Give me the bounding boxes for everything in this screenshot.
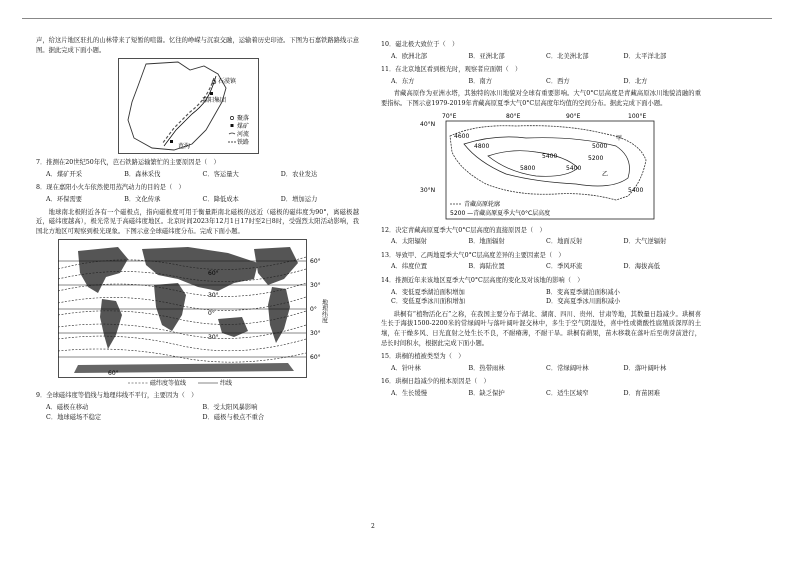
question-11: 11．在北京地区看到极光时，观察者应面朝（ ） bbox=[381, 66, 522, 74]
svg-text:5400: 5400 bbox=[566, 164, 582, 172]
question-16-options: A．生长缓慢 B．缺乏保护 C．适生区域窄 D．育苗困难 bbox=[391, 389, 661, 397]
svg-text:5800: 5800 bbox=[520, 164, 536, 172]
svg-text:80°E: 80°E bbox=[506, 112, 521, 120]
svg-text:4600: 4600 bbox=[454, 132, 470, 140]
svg-text:60°: 60° bbox=[207, 270, 219, 278]
svg-text:0°: 0° bbox=[309, 306, 317, 314]
question-15-options: A．针叶林 B．热带雨林 C．常绿阔叶林 D．落叶阔叶林 bbox=[391, 364, 667, 372]
question-13-options: A．纬度位置 B．海陆位置 C．季风环流 D．海拔高低 bbox=[391, 263, 661, 271]
point-yi: 乙 bbox=[602, 170, 609, 178]
svg-text:4800: 4800 bbox=[474, 142, 490, 150]
svg-text:60°: 60° bbox=[309, 354, 321, 362]
svg-text:河流: 河流 bbox=[236, 131, 249, 139]
svg-text:40°N: 40°N bbox=[420, 120, 436, 128]
plateau-map bbox=[416, 112, 666, 222]
page-number: 2 bbox=[371, 523, 375, 530]
question-14-options: A．变低夏季湖泊面积增加 B．变高夏季湖泊面积减小 C．变低夏季冰川面积增加 D．变高夏季冰川面积减小 bbox=[391, 288, 621, 306]
svg-text:30°: 30° bbox=[309, 282, 321, 290]
svg-text:100°E: 100°E bbox=[628, 112, 647, 120]
question-16: 16．珙桐日趋减少的根本原因是（ ） bbox=[381, 378, 490, 386]
plateau-passage: 青藏高原作为亚洲水塔，其独特的冰川地貌对全球有重要影响。大气0°C层高度是青藏高原冰川地貌消融的重要指标。下图示意1979-2019年青藏高原夏季大气0°C层高度年均值的空间分布。据此完成下面小题。 bbox=[381, 90, 701, 107]
svg-text:60°: 60° bbox=[107, 370, 119, 378]
svg-text:30°: 30° bbox=[207, 334, 219, 342]
place-bagou: 芭沟 bbox=[177, 143, 190, 151]
svg-text:30°N: 30°N bbox=[420, 186, 436, 194]
question-7-options: A．煤矿开采 B．森林采伐 C．客运量大 D．农业发达 bbox=[46, 170, 318, 178]
question-10-options: A．欧洲北部 B．亚洲北部 C．北美洲北部 D．太平洋北部 bbox=[391, 52, 667, 60]
place-jiayang: 嘉阳集团 bbox=[201, 97, 226, 105]
svg-text:煤矿: 煤矿 bbox=[236, 123, 249, 131]
svg-text:30°: 30° bbox=[309, 330, 321, 338]
svg-text:70°E: 70°E bbox=[442, 112, 457, 120]
railway-map bbox=[118, 58, 278, 154]
question-13: 13．导致甲、乙两地夏季大气0°C层高度差异的主要因素是（ ） bbox=[381, 251, 565, 259]
question-8-options: A．环保需要 B．文化传承 C．降低成本 D．增加运力 bbox=[46, 195, 318, 203]
question-10: 10．磁北极大致位于（ ） bbox=[381, 41, 459, 48]
svg-text:5200: 5200 bbox=[588, 154, 604, 162]
svg-text:聚落: 聚落 bbox=[236, 115, 249, 123]
question-9-options: A．磁极在移动 B．受太阳风暴影响 C．地球磁场不稳定 D．磁极与极点不重合 bbox=[46, 403, 265, 421]
question-7: 7．推测在20世纪50年代，芭石铁路运输繁忙的主要原因是（ ） bbox=[36, 159, 220, 167]
intro-paragraph: 声，给这片地区驻扎的山林带来了短暂的喧嚣。忆往的峥嵘与沉寂交融，运输着历史印迹。下图为石嘉铁路路线示意图。据此完成下面小题。 bbox=[36, 37, 359, 54]
aurora-passage: 地球南北极附近各有一个磁极点，指向磁极度可用于衡量距南北磁极的远近（磁极的磁纬度为90°，离磁极越近，磁纬度越高），极光常见于高磁纬度地区。北京时间2023年12月1日17时至2日8时，受强烈太阳活动影响，我国北方地区可观察到极光现象。下图示意全球磁纬度分布。完成下面小题。 bbox=[36, 208, 359, 235]
question-12-options: A．太阳辐射 B．地面辐射 C．地面反射 D．大气逆辐射 bbox=[391, 238, 667, 246]
question-11-options: A．东方 B．南方 C．西方 D．北方 bbox=[391, 77, 648, 85]
svg-text:5000: 5000 bbox=[592, 142, 608, 150]
svg-text:5200 —青藏高原夏季大气0°C层高度: 5200 —青藏高原夏季大气0°C层高度 bbox=[450, 209, 551, 217]
dove-tree-passage: 珙桐有“植物活化石”之称，在我国主要分布于湖北、湖南、四川、贵州、甘肃等地，其数量日趋减少。珙桐喜生长于海拔1500-2200米的常绿阔叶与落叶阔叶混交林中，多生于空气阴湿处，喜中性或微酸性腐殖质深厚的土壤，在干燥多风、日光直射之处生长不良，不耐瘠薄，不耐干旱。珙桐有蒴果，苗木移栽在落叶后至萌芽前进行，忌长时间积水，根据此完成下面小题。 bbox=[381, 310, 701, 347]
svg-text:30°: 30° bbox=[207, 292, 219, 300]
svg-text:90°E: 90°E bbox=[566, 112, 581, 120]
question-14: 14．推测近年来该地区夏季大气0°C层高度的变化及对该地的影响（ ） bbox=[381, 276, 584, 284]
svg-text:磁纬度等值线: 磁纬度等值线 bbox=[149, 380, 186, 388]
place-shijia: 石漠镇 bbox=[217, 78, 236, 86]
right-column bbox=[381, 36, 701, 401]
magnetic-latitude-map bbox=[58, 239, 338, 387]
question-15: 15．珙桐的植被类型为（ ） bbox=[381, 353, 465, 361]
svg-text:0°: 0° bbox=[207, 310, 215, 318]
question-8: 8．现在嘉阳小火车依然使用蒸汽动力的目的是（ ） bbox=[36, 184, 185, 192]
svg-text:纬线: 纬线 bbox=[219, 380, 232, 388]
header-rule bbox=[22, 18, 772, 19]
svg-text:5400: 5400 bbox=[628, 186, 644, 194]
side-label: 地理纬度 bbox=[320, 299, 327, 324]
point-jia: 甲 bbox=[616, 134, 623, 142]
svg-text:5400: 5400 bbox=[542, 152, 558, 160]
question-9: 9．全球磁纬度等值线与地理纬线不平行，主要因为（ ） bbox=[36, 392, 198, 400]
question-12: 12．决定青藏高原夏季大气0°C层高度的直接原因是（ ） bbox=[381, 226, 546, 234]
coal-mine-icon bbox=[170, 140, 173, 143]
svg-text:60°: 60° bbox=[309, 258, 321, 266]
svg-text:青藏高原轮廓: 青藏高原轮廓 bbox=[464, 200, 501, 208]
svg-text:铁路: 铁路 bbox=[236, 139, 249, 147]
left-column bbox=[36, 36, 359, 425]
